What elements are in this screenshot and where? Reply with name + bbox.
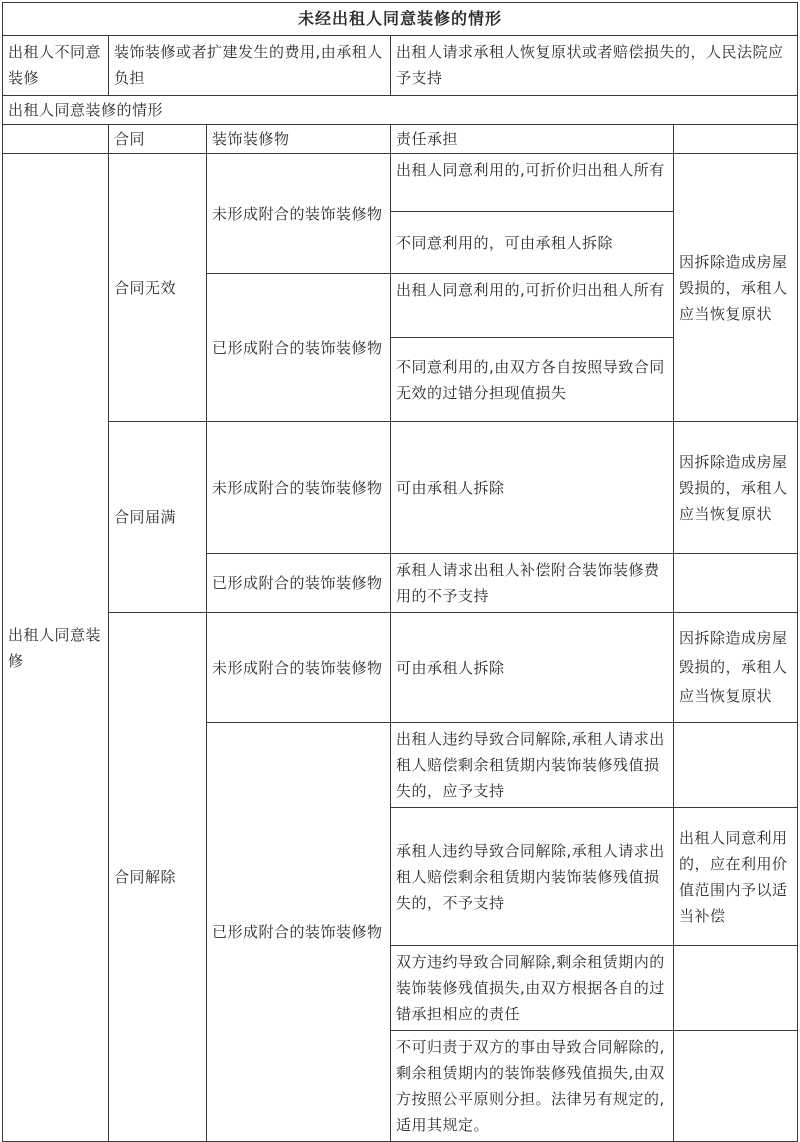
not-consented-cost: 装饰装修或者扩建发生的费用,由承租人负担 — [109, 36, 391, 96]
table-title: 未经出租人同意装修的情形 — [3, 3, 798, 36]
terminated-attached-b: 承租人违约导致合同解除,承租人请求出租人赔偿剩余租赁期内装饰装修残值损失的，不予支持 — [391, 808, 674, 946]
empty-cell — [674, 946, 798, 1031]
empty-cell — [674, 723, 798, 808]
consented-party: 出租人同意装修 — [3, 154, 109, 1142]
table-row — [3, 154, 798, 212]
terminated-attached-a: 出租人违约导致合同解除,承租人请求出租人赔偿剩余租赁期内装饰装修残值损失的，应予支持 — [391, 723, 674, 808]
expired-restore-note: 因拆除造成房屋毁损的，承租人应当恢复原状 — [674, 422, 798, 554]
decoration-liability-table — [2, 2, 798, 1142]
expired-attached: 承租人请求出租人补偿附合装饰装修费用的不予支持 — [391, 554, 674, 613]
contract-expired-label: 合同届满 — [109, 422, 207, 613]
table-row — [3, 36, 798, 96]
expired-unattached: 可由承租人拆除 — [391, 422, 674, 554]
invalid-attached-label: 已形成附合的装饰装修物 — [207, 274, 391, 422]
column-header-contract: 合同 — [109, 125, 207, 154]
table-row — [3, 422, 798, 554]
column-header-liability: 责任承担 — [391, 125, 674, 154]
column-header-decoration: 装饰装修物 — [207, 125, 391, 154]
table-row — [3, 96, 798, 125]
not-consented-party: 出租人不同意装修 — [3, 36, 109, 96]
table-row — [3, 3, 798, 36]
column-header-empty — [3, 125, 109, 154]
terminated-compensate-note: 出租人同意利用的，应在利用价值范围内予以适当补偿 — [674, 808, 798, 946]
invalid-restore-note: 因拆除造成房屋毁损的，承租人应当恢复原状 — [674, 154, 798, 422]
column-header-empty — [674, 125, 798, 154]
empty-cell — [674, 554, 798, 613]
terminated-unattached: 可由承租人拆除 — [391, 613, 674, 723]
expired-unattached-label: 未形成附合的装饰装修物 — [207, 422, 391, 554]
terminated-attached-c: 双方违约导致合同解除,剩余租赁期内的装饰装修残值损失,由双方根据各自的过错承担相应的责任 — [391, 946, 674, 1031]
invalid-attached-b: 不同意利用的,由双方各自按照导致合同无效的过错分担现值损失 — [391, 338, 674, 422]
contract-invalid-label: 合同无效 — [109, 154, 207, 422]
terminated-restore-note: 因拆除造成房屋毁损的，承租人应当恢复原状 — [674, 613, 798, 723]
table-row — [3, 613, 798, 723]
expired-attached-label: 已形成附合的装饰装修物 — [207, 554, 391, 613]
contract-terminated-label: 合同解除 — [109, 613, 207, 1142]
consented-heading: 出租人同意装修的情形 — [3, 96, 798, 125]
empty-cell — [674, 1031, 798, 1142]
terminated-unattached-label: 未形成附合的装饰装修物 — [207, 613, 391, 723]
invalid-attached-a: 出租人同意利用的,可折价归出租人所有 — [391, 274, 674, 338]
table-row — [3, 125, 798, 154]
invalid-unattached-b: 不同意利用的，可由承租人拆除 — [391, 212, 674, 274]
invalid-unattached-label: 未形成附合的装饰装修物 — [207, 154, 391, 274]
not-consented-claim: 出租人请求承租人恢复原状或者赔偿损失的，人民法院应予支持 — [391, 36, 798, 96]
terminated-attached-d: 不可归责于双方的事由导致合同解除的,剩余租赁期内的装饰装修残值损失,由双方按照公平原则分担。法律另有规定的,适用其规定。 — [391, 1031, 674, 1142]
invalid-unattached-a: 出租人同意利用的,可折价归出租人所有 — [391, 154, 674, 212]
terminated-attached-label: 已形成附合的装饰装修物 — [207, 723, 391, 1142]
